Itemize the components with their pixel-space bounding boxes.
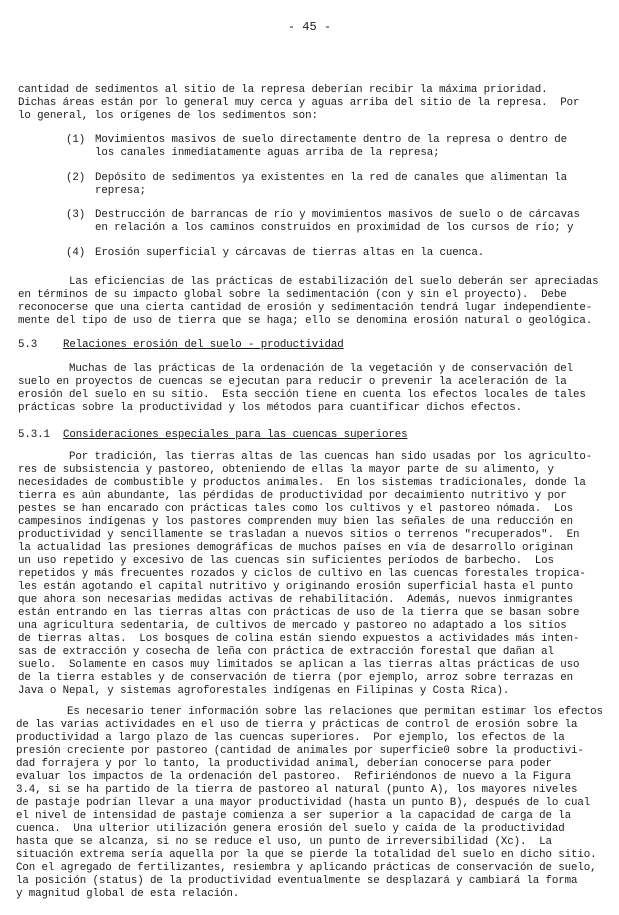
text-line: dad forrajera y por lo tanto, la productividad animal, deberían conocerse para poder xyxy=(16,758,552,770)
text-line: suelo. Solamente en casos muy limitados se aplican a las tierras altas prácticas de uso xyxy=(18,659,580,671)
text-line: un uso repetido y excesivo de las cuencas sin suficientes períodos de barbecho. Los xyxy=(18,555,554,567)
section-number: 5.3.1 xyxy=(18,429,50,441)
text-line: situación extrema sería aquella por la que se pierde la totalidad del suelo en dicho sitio. xyxy=(16,849,597,861)
text-line: campesinos indígenas y los pastores comprenden muy bien las señales de una reducción en xyxy=(18,516,573,528)
text-line: Por tradición, las tierras altas de las cuencas han sido usadas por los agriculto- xyxy=(18,451,593,463)
list-number: (1) xyxy=(66,134,86,146)
text-line: Destrucción de barrancas de río y movimientos masivos de suelo o de cárcavas xyxy=(95,209,580,221)
text-line: necesidades de combustible y productos animales. En los sistemas tradicionales, donde la xyxy=(18,477,586,489)
list-number: (3) xyxy=(66,209,86,221)
text-line: Es necesario tener información sobre las relaciones que permitan estimar los efectos xyxy=(16,706,603,718)
text-line: el nivel de intensidad de pastaje comienza a ser superior a la capacidad de carga de la xyxy=(16,810,571,822)
text-line: evaluar los impactos de la ordenación del pastoreo. Refiriéndonos de nuevo a la Figura xyxy=(16,771,571,783)
text-line: tierra es aún abundante, las pérdidas de productividad por decaimiento nutritivo y por xyxy=(18,490,567,502)
text-line: Depósito de sedimentos ya existentes en la red de canales que alimentan la xyxy=(95,172,568,184)
page-number: - 45 - xyxy=(287,20,332,34)
paragraph-information xyxy=(16,706,603,901)
paragraph-tradition xyxy=(18,451,592,698)
text-line: en relación a los caminos construidos en proximidad de los cursos de río; y xyxy=(95,222,574,234)
text-line: suelo en proyectos de cuencas se ejecutan para reducir o prevenir la aceleración de la xyxy=(18,376,567,388)
text-line: Muchas de las prácticas de la ordenación de la vegetación y de conservación del xyxy=(18,363,573,375)
section-title: Consideraciones especiales para las cuencas superiores xyxy=(63,429,408,441)
text-line: los canales inmediatamente aguas arriba de la represa; xyxy=(95,147,440,159)
section-heading-5-3-1 xyxy=(18,429,407,442)
list-number: (2) xyxy=(66,172,86,184)
text-line: están entrando en las tierras altas con prácticas de uso de la tierra que se basan sobre xyxy=(18,607,580,619)
paragraph-intro xyxy=(18,84,579,123)
text-line: res de subsistencia y pastoreo, obteniendo de ellas la mayor parte de su alimento, y xyxy=(18,464,554,476)
section-heading-5-3 xyxy=(18,339,344,352)
text-line: 3.4, si se ha partido de la tierra de pastoreo al natural (punto A), los mayores niveles xyxy=(16,784,578,796)
text-line: prácticas sobre la productividad y los métodos para cuantificar dichos efectos. xyxy=(18,402,522,414)
text-line: Con el agregado de fertilizantes, resiembra y aplicando prácticas de conservación de suelo, xyxy=(16,862,597,874)
paragraph-erosion-efficiency xyxy=(18,276,599,328)
text-line: de tierras altas. Los bosques de colina están siendo expuestos a actividades más inten- xyxy=(18,633,580,645)
text-line: erosión del suelo en su sitio. Esta sección tiene en cuenta los efectos locales de tales xyxy=(18,389,586,401)
text-line: Movimientos masivos de suelo directamente dentro de la represa o dentro de xyxy=(95,134,568,146)
text-line: Java o Nepal, y sistemas agroforestales indígenas en Filipinas y Costa Rica). xyxy=(18,685,510,697)
text-line: Dichas áreas están por lo general muy cerca y aguas arriba del sitio de la represa. Por xyxy=(18,97,580,109)
text-line: les están agotando el capital nutritivo y originando erosión superficial hasta el punto xyxy=(18,581,573,593)
list-number: (4) xyxy=(66,247,86,259)
text-line: sas de extracción y cosecha de leña con práctica de extracción forestal que dañan al xyxy=(18,646,554,658)
text-line: cuenca. Una ulterior utilización genera erosión del suelo y caída de la productividad xyxy=(16,823,565,835)
section-title: Relaciones erosión del suelo - productividad xyxy=(63,339,344,351)
text-line: lo general, los orígenes de los sedimentos son: xyxy=(18,110,318,122)
text-line: represa; xyxy=(95,185,147,197)
text-line: hasta que se alcanza, si no se reduce el uso, un punto de irreversibilidad (Xc). La xyxy=(16,836,552,848)
text-line: la actualidad las presiones demográficas de muchos países en vía de desarrollo originan xyxy=(18,542,573,554)
text-line: y magnitud global de esta relación. xyxy=(16,888,240,900)
text-line: de las varias actividades en el uso de tierra y prácticas de control de erosión sobre la xyxy=(16,719,578,731)
text-line: en términos de su impacto global sobre la sedimentación (con y sin el proyecto). Debe xyxy=(18,289,567,301)
text-line: de la tierra estables y de conservación de tierra (por ejemplo, arroz sobre terrazas en xyxy=(18,672,573,684)
text-line: Las eficiencias de las prácticas de estabilización del suelo deberán ser apreciadas xyxy=(18,276,599,288)
text-line: productividad y sencillamente se trasladan a nuevos sitios o terrenos "recuperados". En xyxy=(18,529,580,541)
text-line: pestes se han encarado con prácticas tales como los cultivos y el pastoreo nómada. Los xyxy=(18,503,573,515)
text-line: presión creciente por pastoreo (cantidad de animales por superficie0 sobre la productivi- xyxy=(16,745,584,757)
list-item xyxy=(0,247,484,260)
text-line: que ahora son necesarias medidas activas de rehabilitación. Además, nuevos inmigrantes xyxy=(18,594,573,606)
text-line: cantidad de sedimentos al sitio de la represa deberían recibir la máxima prioridad. xyxy=(18,84,548,96)
text-line: Erosión superficial y cárcavas de tierras altas en la cuenca. xyxy=(95,247,485,259)
text-line: repetidos y más frecuentes rozados y ciclos de cultivo en las cuencas forestales tropica- xyxy=(18,568,586,580)
text-line: productividad a largo plazo de las cuencas superiores. Por ejemplo, los efectos de la xyxy=(16,732,565,744)
list-item xyxy=(0,134,567,160)
text-line: de pastaje podrían llevar a una mayor productividad (hasta un punto B), después de lo cual xyxy=(16,797,591,809)
text-line: mente del tipo de uso de tierra que se haga; ello se denomina erosión natural o geológica. xyxy=(18,315,593,327)
list-item xyxy=(0,209,580,235)
section-number: 5.3 xyxy=(18,339,38,351)
text-line: reconocerse que una cierta cantidad de erosión y sedimentación tendrá lugar independiente- xyxy=(18,302,593,314)
text-line: una agricultura sedentaria, de cultivos de mercado y pastoreo no adaptado a los sitios xyxy=(18,620,567,632)
list-item xyxy=(0,172,567,198)
paragraph-vegetation xyxy=(18,363,586,415)
text-line: la posición (status) de la productividad eventualmente se desplazará y cambiará la forma xyxy=(16,875,578,887)
